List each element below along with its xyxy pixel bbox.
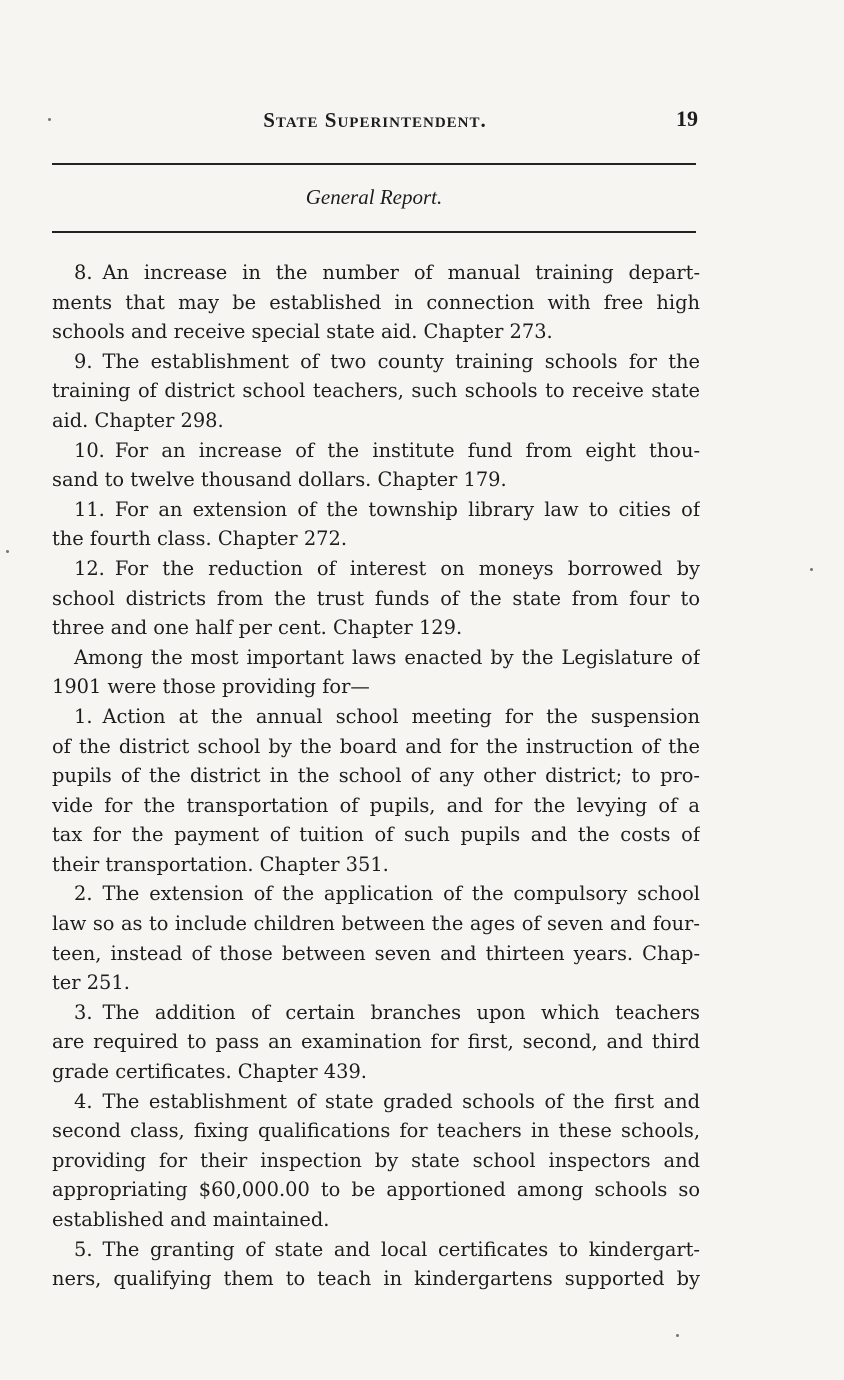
line-text: The addition of certain branches upon which teachers — [102, 1000, 700, 1024]
page-number: 19 — [676, 106, 698, 131]
line-text: The establishment of two county training schools for the — [102, 349, 700, 373]
line-text: second class, fixing qualifications for teachers in these schools, — [52, 1119, 700, 1143]
body-text — [52, 258, 700, 1294]
line-text: Action at the annual school meeting for the suspension — [102, 704, 700, 728]
line-text: their transportation. Chapter 351. — [52, 852, 389, 876]
item-number: 12. — [74, 556, 105, 580]
running-head — [52, 106, 698, 136]
text-line — [52, 643, 700, 673]
text-line — [52, 406, 700, 436]
text-line — [52, 1175, 700, 1205]
text-line — [52, 288, 700, 318]
text-line — [52, 939, 700, 969]
item-number: 5. — [74, 1237, 93, 1261]
text-line — [52, 1205, 700, 1235]
text-line — [52, 1087, 700, 1117]
line-text: The establishment of state graded schools of the first and — [102, 1089, 700, 1113]
line-text: The granting of state and local certificates to kindergart- — [102, 1237, 700, 1261]
text-line — [52, 761, 700, 791]
line-text: appropriating $60,000.00 to be apportioned among schools so — [52, 1178, 700, 1202]
text-line — [52, 465, 700, 495]
line-text: grade certificates. Chapter 439. — [52, 1060, 367, 1084]
text-line — [52, 376, 700, 406]
item-number: 4. — [74, 1089, 93, 1113]
line-text: An increase in the number of manual training depart- — [102, 261, 700, 284]
line-text: school districts from the trust funds of the state from four to — [52, 586, 700, 610]
text-line — [52, 554, 700, 584]
text-line — [52, 524, 700, 554]
line-text: Among the most important laws enacted by the Legislature of — [74, 645, 700, 669]
line-text: ter 251. — [52, 971, 130, 995]
running-title: State Superintendent. — [263, 108, 487, 132]
text-line — [52, 909, 700, 939]
line-text: ners, qualifying them to teach in kindergartens supported by — [52, 1267, 700, 1291]
text-line — [52, 347, 700, 377]
line-text: aid. Chapter 298. — [52, 408, 224, 432]
line-text: teen, instead of those between seven and thirteen years. Chap- — [52, 941, 700, 965]
line-text: The extension of the application of the compulsory school — [102, 882, 700, 906]
line-text: For an increase of the institute fund from eight thou- — [114, 438, 700, 462]
paper-speck — [810, 568, 813, 571]
text-line — [52, 1057, 700, 1087]
line-text: the fourth class. Chapter 272. — [52, 527, 347, 551]
section-title: General Report. — [305, 185, 443, 209]
text-line — [52, 1235, 700, 1265]
item-number: 9. — [74, 349, 93, 373]
header-rule-top — [52, 163, 696, 165]
line-text: tax for the payment of tuition of such pupils and the costs of — [52, 823, 700, 847]
item-number: 2. — [74, 882, 93, 906]
line-text: law so as to include children between the ages of seven and four- — [52, 912, 700, 936]
line-text: For the reduction of interest on moneys borrowed by — [114, 556, 700, 580]
item-number: 11. — [74, 497, 105, 521]
item-number: 3. — [74, 1000, 93, 1024]
text-line — [52, 436, 700, 466]
text-line — [52, 1264, 700, 1294]
line-text: pupils of the district in the school of any other district; to pro- — [52, 764, 700, 788]
text-line — [52, 584, 700, 614]
line-text: are required to pass an examination for first, second, and third — [52, 1030, 700, 1054]
line-text: of the district school by the board and for the instruction of the — [52, 734, 700, 758]
line-text: vide for the transportation of pupils, and for the levying of a — [52, 793, 700, 817]
item-number: 8. — [74, 261, 93, 284]
text-line — [52, 702, 700, 732]
text-line — [52, 998, 700, 1028]
text-line — [52, 791, 700, 821]
text-line — [52, 1146, 700, 1176]
line-text: three and one half per cent. Chapter 129. — [52, 616, 463, 640]
text-line — [52, 613, 700, 643]
line-text: schools and receive special state aid. Chapter 273. — [52, 320, 553, 344]
text-line — [52, 258, 700, 288]
line-text: training of district school teachers, such schools to receive state — [52, 379, 700, 403]
text-line — [52, 495, 700, 525]
text-line — [52, 672, 700, 702]
line-text: sand to twelve thousand dollars. Chapter 179. — [52, 468, 507, 492]
paper-speck — [676, 1334, 679, 1337]
text-line — [52, 879, 700, 909]
item-number: 10. — [74, 438, 105, 462]
item-number: 1. — [74, 704, 93, 728]
line-text: ments that may be established in connection with free high — [52, 290, 700, 314]
line-text: providing for their inspection by state school inspectors and — [52, 1148, 700, 1172]
text-line — [52, 820, 700, 850]
text-line — [52, 1116, 700, 1146]
header-rule-bottom — [52, 231, 696, 233]
text-line — [52, 850, 700, 880]
text-line — [52, 732, 700, 762]
text-line — [52, 1027, 700, 1057]
text-line — [52, 968, 700, 998]
line-text: 1901 were those providing for— — [52, 675, 370, 699]
line-text: For an extension of the township library law to cities of — [114, 497, 700, 521]
paper-speck — [48, 118, 51, 121]
line-text: established and maintained. — [52, 1208, 330, 1231]
text-line — [52, 317, 700, 347]
paper-speck — [6, 550, 9, 553]
